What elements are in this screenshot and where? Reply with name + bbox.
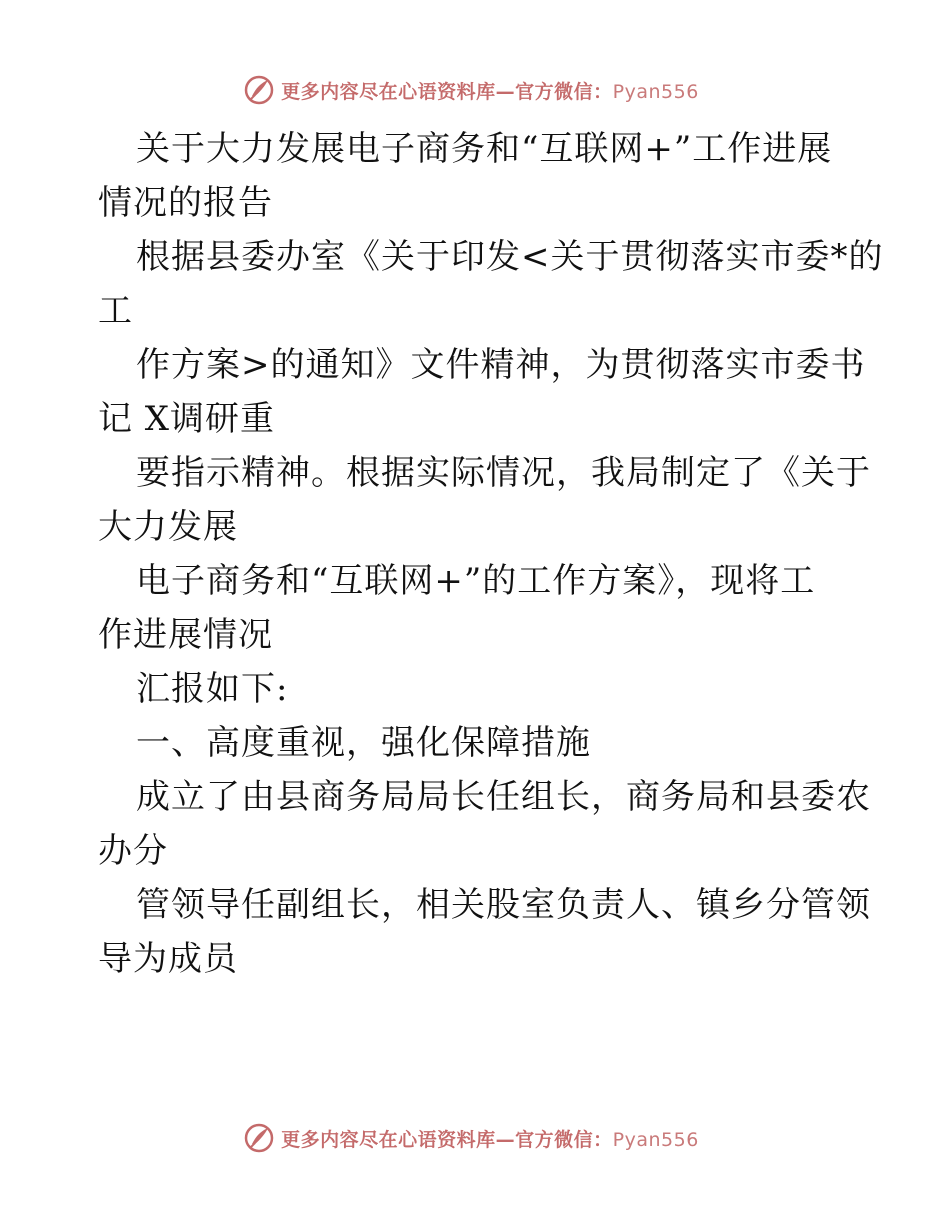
footer-watermark-banner: [0, 1118, 950, 1158]
document-line: 导为成员: [98, 939, 238, 979]
document-line: 一、高度重视，强化保障措施: [136, 723, 591, 763]
document-line: 工: [98, 291, 133, 331]
document-line: 要指示精神。根据实际情况，我局制定了《关于: [136, 453, 871, 493]
document-body: [98, 122, 884, 986]
document-line: 办分: [98, 831, 168, 871]
document-line: 管领导任副组长，相关股室负责人、镇乡分管领: [136, 885, 871, 925]
document-line: 记 X调研重: [98, 399, 276, 439]
document-line: 根据县委办室《关于印发<关于贯彻落实市委*的: [136, 237, 884, 277]
watermark-text: 更多内容尽在心语资料库—官方微信：Pyan556: [281, 1128, 699, 1151]
document-line: 关于大力发展电子商务和“互联网+”工作进展: [136, 129, 833, 169]
document-line: 情况的报告: [98, 183, 273, 223]
document-line: 成立了由县商务局局长任组长，商务局和县委农: [136, 777, 871, 817]
document-line: 汇报如下:: [136, 669, 289, 709]
document-line: 电子商务和“互联网+”的工作方案》，现将工: [136, 561, 816, 601]
header-watermark-banner: [0, 70, 950, 110]
feather-pen-logo-icon: [243, 74, 275, 106]
document-line: 大力发展: [98, 507, 238, 547]
document-line: 作方案>的通知》文件精神，为贯彻落实市委书: [136, 345, 866, 385]
feather-pen-logo-icon: [243, 1122, 275, 1154]
document-line: 作进展情况: [98, 615, 273, 655]
watermark-text: 更多内容尽在心语资料库—官方微信：Pyan556: [281, 80, 699, 103]
